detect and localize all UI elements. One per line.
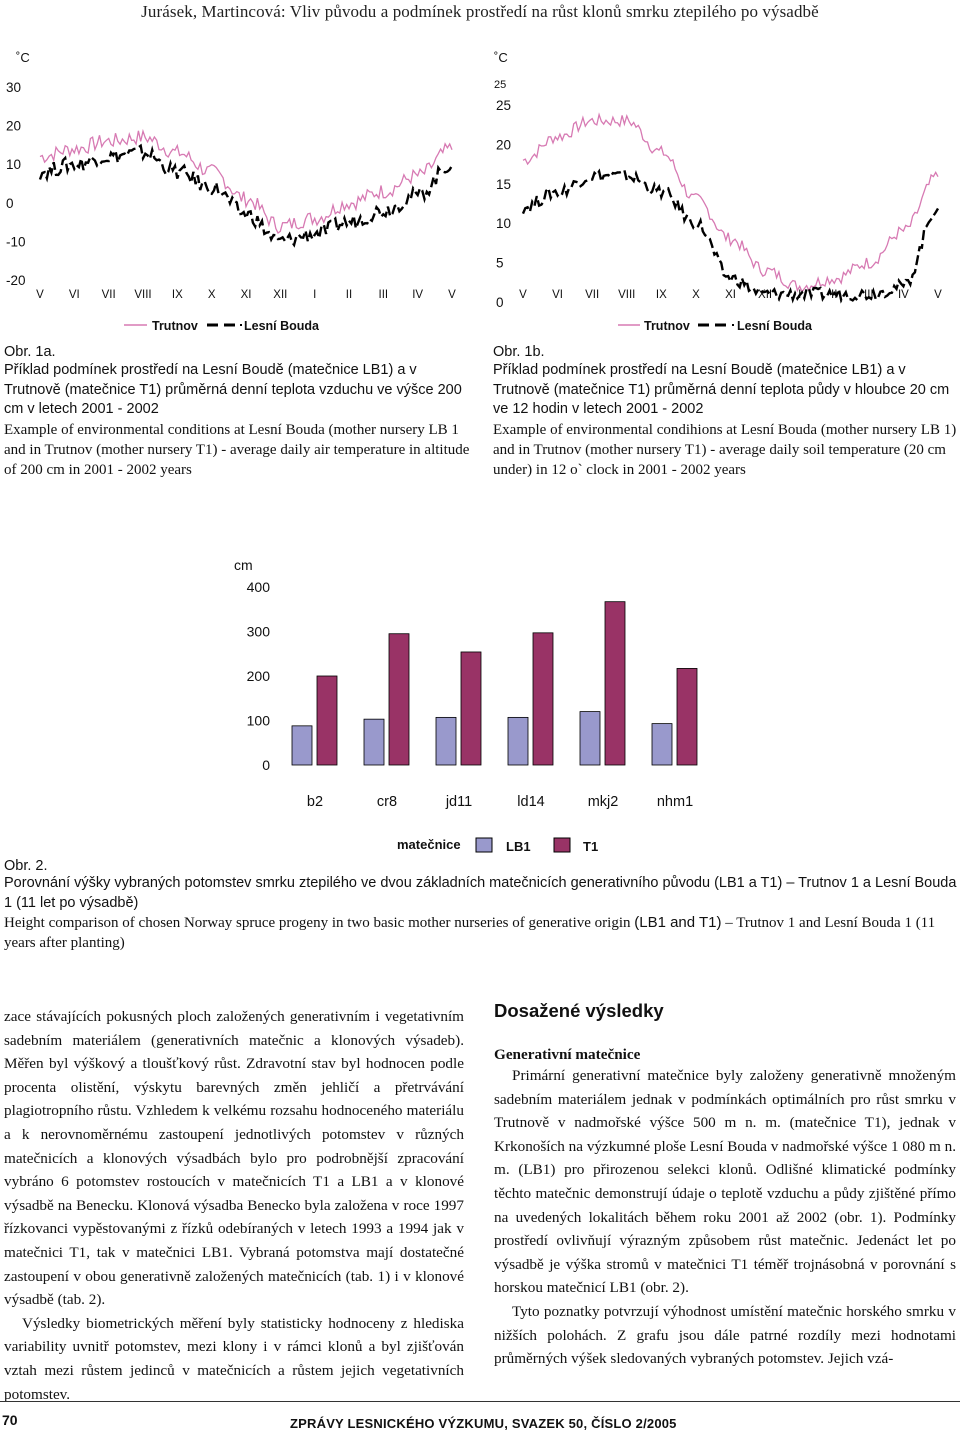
month-tick-label: XII [273, 289, 288, 301]
chart1b-extra-tick: 25 [494, 79, 507, 91]
series-line-trutnov [523, 115, 938, 292]
month-tick-label: IV [897, 289, 909, 301]
figure-1a-svg [0, 40, 478, 340]
legend-trutnov-label: Trutnov [152, 319, 198, 333]
chart1a-legend [124, 319, 320, 333]
bar-lb1-b2 [292, 726, 312, 765]
y-tick-label: 300 [246, 623, 270, 640]
legend-lesni-bouda-dot [240, 324, 242, 326]
right-paragraph-1: Primární generativní matečnice byly založeny generativně množeným sadebním materiálem jednak v podmínkách optimálních pro růst smrku v Trutnově v nadmořské výšce 500 m n. m. (matečnice T1), jednak v Krkonoších na výzkumné ploše Lesní Bouda v nadmořské výšce 1 080 m n. m. (LB1) pro přirozenou selekci klonů. Odlišné klimatické podmínky těchto matečnic demonstrují údaje o teplotě vzduchu a půdy zjištěné přímo na uvedených lokalitách během roku 2001 až 2002 (obr. 1). Podmínky prostředí ovlivňují výrazným způsobem růst matečnic. Jedenáct let po výsadbě je výška stromů v matečnici T1 téměř trojnásobná v porovnání s horskou matečnicí LB1 (obr. 2). [494, 1067, 956, 1297]
month-tick-label: III [378, 289, 389, 301]
legend-lesni-bouda-label: Lesní Bouda [737, 319, 813, 333]
figure-2-caption-en [4, 913, 958, 953]
bar-t1-jd11 [461, 652, 481, 765]
figure-1a-caption-cz: Příklad podmínek prostředí na Lesní Boudě (matečnice LB1) a v Trutnově (matečnice T1) průměrná denní teplota vzduchu ve výšce 200 cm v letech 2001 - 2002 [4, 362, 462, 417]
month-tick-label: V [519, 289, 527, 301]
figure-1a-caption [4, 344, 470, 480]
chart1b-unit: ˚C [494, 50, 508, 65]
chart2-legend [397, 837, 598, 854]
legend-lb1-label: LB1 [506, 839, 531, 854]
month-tick-label: X [207, 289, 216, 301]
caption-en-part2: (LB1 and T1) [634, 914, 722, 931]
legend-t1-swatch [554, 838, 570, 852]
y-tick-label: 5 [496, 255, 504, 271]
month-tick-label: X [692, 289, 700, 301]
figure-1b-caption [493, 344, 957, 480]
journal-name: ZPRÁVY LESNICKÉHO VÝZKUMU, SVAZEK 50, ČÍSLO 2/2005 [290, 1416, 677, 1431]
category-label: ld14 [517, 794, 545, 810]
month-tick-label: VII [585, 289, 600, 301]
figure-2-caption [4, 858, 958, 953]
bar-lb1-jd11 [436, 717, 456, 765]
footer-rule [0, 1401, 960, 1402]
figure-2-svg [220, 550, 740, 860]
bar-lb1-cr8 [364, 719, 384, 765]
y-tick-label: 10 [6, 157, 22, 173]
category-label: cr8 [376, 794, 398, 810]
bar-lb1-ld14 [508, 717, 528, 765]
month-tick-label: II [345, 289, 353, 301]
chart2-ylabel: cm [234, 557, 253, 573]
y-tick-label: 400 [246, 579, 270, 595]
month-tick-label: XI [725, 289, 736, 301]
chart1b-legend [618, 319, 813, 333]
bar-t1-nhm1 [677, 668, 697, 765]
figure-1b-svg [488, 40, 960, 340]
y-tick-label: 20 [6, 118, 22, 134]
caption-en-part1: Height comparison of chosen Norway spruce progeny in two basic mother nurseries of generative origin [4, 915, 635, 931]
left-column [4, 1005, 464, 1406]
figure-1b-label: Obr. 1b. [493, 344, 545, 360]
month-tick-label: V [934, 289, 942, 301]
month-tick-label: IX [171, 289, 183, 301]
month-tick-label: VII [101, 289, 116, 301]
y-tick-label: 30 [6, 80, 22, 95]
month-tick-label: VIII [618, 289, 636, 301]
y-tick-label: 0 [496, 295, 504, 310]
left-paragraph-2: Výsledky biometrických měření byly statisticky hodnoceny z hlediska variability uvnitř potomstev, mezi klony i v rámci klonů a byl zjišťován vztah mezi růstem jedinců v matečnicích a růstem jejich vegetativních potomstev. [4, 1314, 464, 1403]
category-label: nhm1 [656, 794, 694, 810]
subsection-title: Generativní matečnice [494, 1046, 641, 1063]
figure-1b-chart [488, 40, 960, 340]
category-label: jd11 [445, 794, 473, 810]
figure-2-caption-cz: Porovnání výšky vybraných potomstev smrku ztepilého ve dvou základních matečnicích generativního původu (LB1 a T1) – Trutnov 1 a Lesní Bouda 1 (11 let po výsadbě) [4, 875, 957, 911]
bar-lb1-nhm1 [652, 724, 672, 765]
month-tick-label: XI [240, 289, 252, 301]
month-tick-label: VI [68, 289, 80, 301]
figure-1b-caption-en: Example of environmental condihions at Lesní Bouda (mother nursery LB 1) and in Trutnov (mother nursery T1) - average daily soil temperature (20 cm under) in 12 o` clock in 2001 - 2002 years [493, 421, 957, 478]
month-tick-label: V [448, 289, 456, 301]
figure-1a-caption-en: Example of environmental conditions at Lesní Bouda (mother nursery LB 1 and in Trutnov (mother nursery T1) - average daily air temperature in altitude of 200 cm in 2001 - 2002 years [4, 421, 470, 478]
legend-lb1-swatch [476, 838, 492, 852]
right-column [494, 1000, 956, 1371]
legend-title: matečnice [397, 837, 461, 852]
series-line-lesní-bouda [523, 170, 938, 300]
legend-trutnov-label: Trutnov [644, 319, 690, 333]
right-body [494, 1064, 956, 1371]
figure-2-label: Obr. 2. [4, 858, 48, 874]
month-tick-label: VI [552, 289, 564, 301]
y-tick-label: 15 [496, 176, 512, 192]
month-tick-label: I [798, 289, 802, 301]
page-number: 70 [2, 1412, 18, 1428]
month-tick-label: III [864, 289, 874, 301]
running-header: Jurásek, Martincová: Vliv původu a podmínek prostředí na růst klonů smrku ztepilého po výsadbě [141, 2, 819, 21]
legend-lesni-bouda-dot [732, 324, 734, 326]
month-tick-label: VIII [134, 289, 152, 301]
y-tick-label: 0 [6, 195, 14, 211]
bar-t1-mkj2 [605, 602, 625, 765]
month-tick-label: II [831, 289, 838, 301]
y-tick-label: -20 [6, 273, 26, 288]
bar-t1-ld14 [533, 633, 553, 765]
month-tick-label: XII [758, 289, 773, 301]
y-tick-label: 200 [246, 668, 270, 684]
bar-lb1-mkj2 [580, 712, 600, 765]
y-tick-label: -10 [6, 234, 26, 250]
category-label: mkj2 [587, 794, 619, 810]
category-label: b2 [306, 794, 324, 810]
bar-t1-cr8 [389, 634, 409, 765]
section-title: Dosažené výsledky [494, 1000, 664, 1021]
month-tick-label: IV [412, 289, 424, 301]
series-line-lesní-bouda [40, 146, 452, 245]
left-paragraph-1: zace stávajících pokusných ploch založených generativním i vegetativním sadebním materiálem (generativních matečnic a klonových výsadeb). Měřen byl výškový a tloušťkový růst. Zdravotní stav byl hodnocen podle procenta olistění, výskytu barevných změn jehličí a přetrvávání plagiotropního růstu. Vzhledem k velkému rozsahu hodnoceného materiálu a k nerovnoměrnému zastoupení jednotlivých potomstev v různých matečnicích a klonových výsadbách bylo pro podrobnější zpracování vybráno 6 potomstev rostoucích v matečnicích T1 a LB1 a v klonové výsadbě na Benecku. Klonová výsadba Benecko byla založena v roce 1997 řízkovanci vypěstovanými z řízků odebíraných v letech 1993 a 1994 jak v matečnici T1, tak v matečnici LB1. Vybraná potomstva mají dostatečné zastoupení v obou generativně založených matečnicích (tab. 1) i v klonové výsadbě (tab. 2). [4, 1008, 464, 1309]
bar-t1-b2 [317, 676, 337, 765]
series-line-trutnov [40, 131, 452, 233]
figure-1b-caption-cz: Příklad podmínek prostředí na Lesní Boudě (matečnice LB1) a v Trutnově (matečnice T1) průměrná denní teplota půdy v hloubce 20 cm ve 12 hodin v letech 2001 - 2002 [493, 362, 950, 417]
y-tick-label: 25 [496, 98, 512, 113]
right-paragraph-2: Tyto poznatky potvrzují výhodnost umístění matečnic horského smrku v nižších polohách. Z grafu jsou dále patrné rozdíly mezi hodnotami průměrných výšek sledovaných vybraných potomstev. Jejich vzá- [494, 1302, 956, 1368]
y-tick-label: 0 [262, 757, 270, 773]
month-tick-label: V [36, 289, 44, 301]
legend-lesni-bouda-label: Lesní Bouda [244, 319, 320, 333]
month-tick-label: I [313, 289, 317, 301]
caption-en-part3: – Trutnov 1 and Lesní Bouda 1 (11 years after planting) [4, 915, 936, 951]
chart1a-unit: ˚C [16, 50, 30, 65]
month-tick-label: IX [655, 289, 667, 301]
y-tick-label: 100 [246, 712, 270, 729]
legend-t1-label: T1 [583, 839, 599, 854]
y-tick-label: 20 [496, 137, 512, 153]
figure-1a-label: Obr. 1a. [4, 344, 56, 360]
figure-2-chart [220, 550, 740, 860]
figure-1a-chart [0, 40, 478, 340]
y-tick-label: 10 [496, 216, 512, 232]
